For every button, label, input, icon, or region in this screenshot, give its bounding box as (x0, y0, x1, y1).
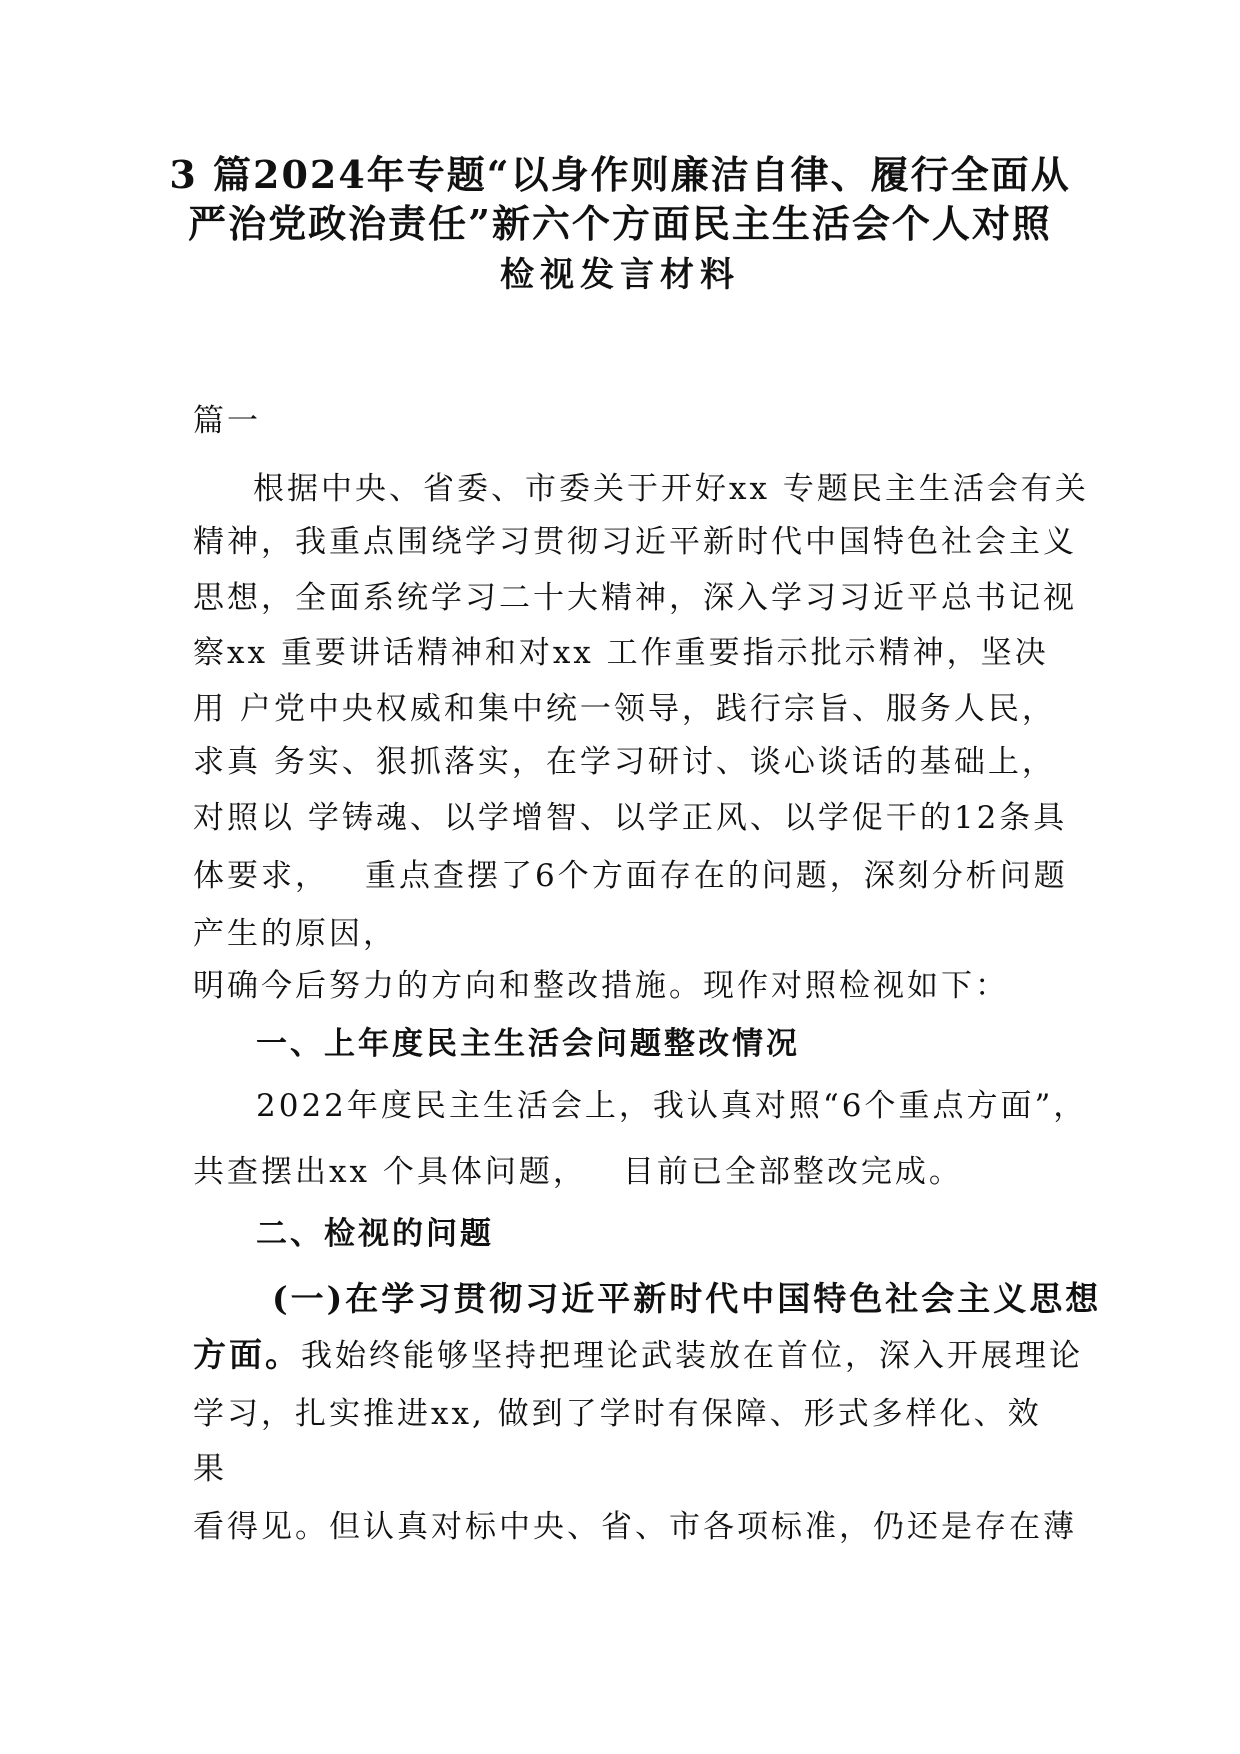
problem-paragraph-line (193, 1334, 1083, 1377)
section-heading-2: 二、检视的问题 (256, 1216, 494, 1252)
intro-paragraph-line: 对照以 学铸魂、以学增智、以学正风、以学促干的12条具 (193, 800, 1068, 836)
intro-paragraph-line: 求真 务实、狠抓落实，在学习研讨、谈心谈话的基础上， (193, 744, 1056, 780)
rectification-paragraph-line (193, 1151, 963, 1193)
intro-paragraph-line: 明确今后努力的方向和整改措施。现作对照检视如下： (193, 968, 1009, 1004)
section-heading-1: 一、上年度民主生活会问题整改情况 (256, 1026, 800, 1062)
problem-paragraph-line: 学习，扎实推进xx, 做到了学时有保障、形式多样化、效 (193, 1396, 1042, 1432)
intro-paragraph-line: 根据中央、省委、市委关于开好xx 专题民主生活会有关 (253, 471, 1089, 507)
rectification-text-segment: 共查摆出xx 个具体问题， (193, 1154, 587, 1190)
problem-paragraph-line: 看得见。但认真对标中央、省、市各项标准，仍还是存在薄 (193, 1509, 1077, 1545)
document-title-line-1: 3 篇2024年专题“以身作则廉洁自律、履行全面从 (169, 152, 1071, 197)
document-title-line-3: 检视发言材料 (500, 255, 740, 295)
problem-subheading: (一)在学习贯彻习近平新时代中国特色社会主义思想 (272, 1279, 1102, 1318)
problem-text-segment: 我始终能够坚持把理论武装放在首位，深入开展理论 (301, 1338, 1083, 1374)
document-title-line-2: 严治党政治责任”新六个方面民主生活会个人对照 (188, 201, 1052, 246)
rectification-text-segment: 目前已全部整改完成。 (622, 1154, 963, 1190)
intro-paragraph-line: 察xx 重要讲话精神和对xx 工作重要指示批示精神，坚决 (193, 635, 1049, 671)
intro-text-segment: 重点查摆了6个方面存在的问题，深刻分析问题 (365, 858, 1068, 894)
intro-paragraph-line: 精神，我重点围绕学习贯彻习近平新时代中国特色社会主义 (193, 524, 1077, 560)
intro-text-segment: 体要求， (193, 858, 329, 894)
intro-paragraph-line: 思想，全面系统学习二十大精神，深入学习习近平总书记视 (193, 580, 1077, 616)
section-label: 篇一 (193, 403, 261, 439)
intro-paragraph-line: 用 户党中央权威和集中统一领导，践行宗旨、服务人民， (193, 691, 1056, 727)
rectification-paragraph-line: 2022年度民主生活会上，我认真对照“6个重点方面”， (256, 1088, 1088, 1124)
problem-paragraph-line: 果 (193, 1451, 227, 1487)
intro-paragraph-line: 产生的原因， (193, 916, 397, 952)
intro-paragraph-line (193, 855, 1068, 897)
problem-subheading-tail: 方面。 (193, 1335, 301, 1374)
